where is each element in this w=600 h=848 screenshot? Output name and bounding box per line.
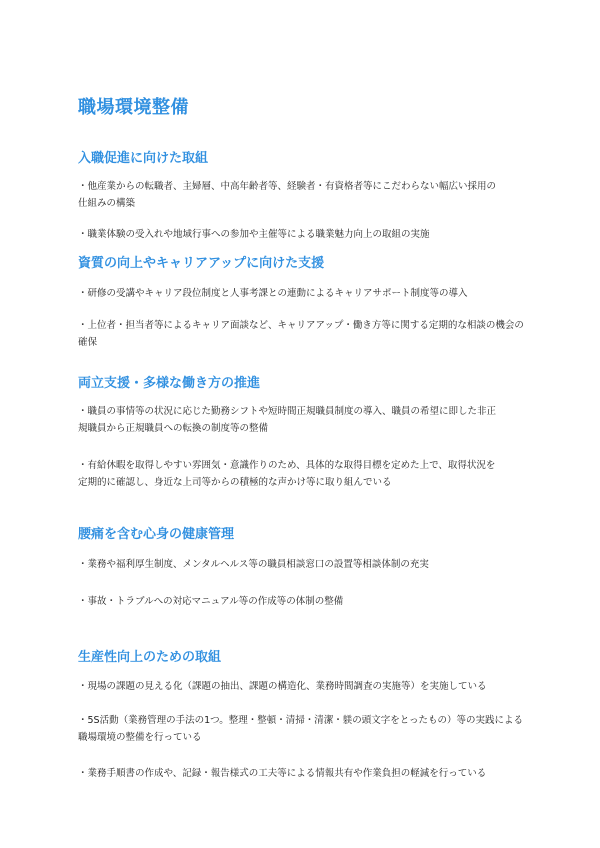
- list-item-line: ・職員の事情等の状況に応じた勤務シフトや短時間正規職員制度の導入、職員の希望に即した非正: [78, 406, 497, 417]
- list-item: [78, 457, 518, 491]
- list-item-line: ・業務や福利厚生制度、メンタルヘルス等の職員相談窓口の設置等相談体制の充実: [78, 559, 429, 570]
- section-heading-career-support: 資質の向上やキャリアアップに向けた支援: [78, 256, 325, 271]
- list-item-line: 職場環境の整備を行っている: [78, 732, 202, 743]
- list-item-line: ・事故・トラブルへの対応マニュアル等の作成等の体制の整備: [78, 596, 344, 607]
- section-heading-recruitment: 入職促進に向けた取組: [78, 151, 209, 166]
- list-item-line: ・現場の課題の見える化（課題の抽出、課題の構造化、業務時間調査の実施等）を実施している: [78, 681, 487, 692]
- list-item-line: ・有給休暇を取得しやすい雰囲気・意識作りのため、具体的な取得目標を定めた上で、取得状況を: [78, 460, 496, 471]
- list-item-line: 定期的に確認し、身近な上司等からの積極的な声かけ等に取り組んでいる: [78, 477, 392, 488]
- section-heading-work-life-balance: 両立支援・多様な働き方の推進: [78, 376, 261, 391]
- list-item-line: 確保: [78, 337, 98, 348]
- list-item-line: ・業務手順書の作成や、記録・報告様式の工夫等による情報共有や作業負担の軽減を行っている: [78, 768, 487, 779]
- page-title: 職場環境整備: [78, 97, 189, 118]
- list-item: [78, 678, 518, 695]
- list-item-line: ・上位者・担当者等によるキャリア面談など、キャリアアップ・働き方等に関する定期的な相談の機会の: [78, 320, 524, 331]
- section-heading-productivity: 生産性向上のための取組: [78, 650, 222, 665]
- list-item-line: ・他産業からの転職者、主婦層、中高年齢者等、経験者・有資格者等にこだわらない幅広い採用の: [78, 181, 497, 192]
- section-heading-health-management: 腰痛を含む心身の健康管理: [78, 527, 235, 542]
- list-item: [78, 317, 524, 351]
- list-item-line: ・5S活動（業務管理の手法の1つ。整理・整頓・清掃・清潔・躾の頭文字をとったもの）等の実践による: [78, 715, 524, 726]
- list-item-line: 仕組みの構築: [78, 198, 136, 209]
- list-item-line: 規職員から正規職員への転換の制度等の整備: [78, 423, 269, 434]
- list-item: [78, 178, 518, 212]
- list-item: [78, 765, 518, 782]
- list-item: [78, 556, 518, 573]
- list-item: [78, 226, 518, 243]
- list-item: [78, 403, 518, 437]
- list-item-line: ・職業体験の受入れや地域行事への参加や主催等による職業魅力向上の取組の実施: [78, 229, 430, 240]
- list-item: [78, 712, 524, 746]
- list-item-line: ・研修の受講やキャリア段位制度と人事考課との連動によるキャリアサポート制度等の導入: [78, 288, 468, 299]
- list-item: [78, 285, 518, 302]
- list-item: [78, 593, 518, 610]
